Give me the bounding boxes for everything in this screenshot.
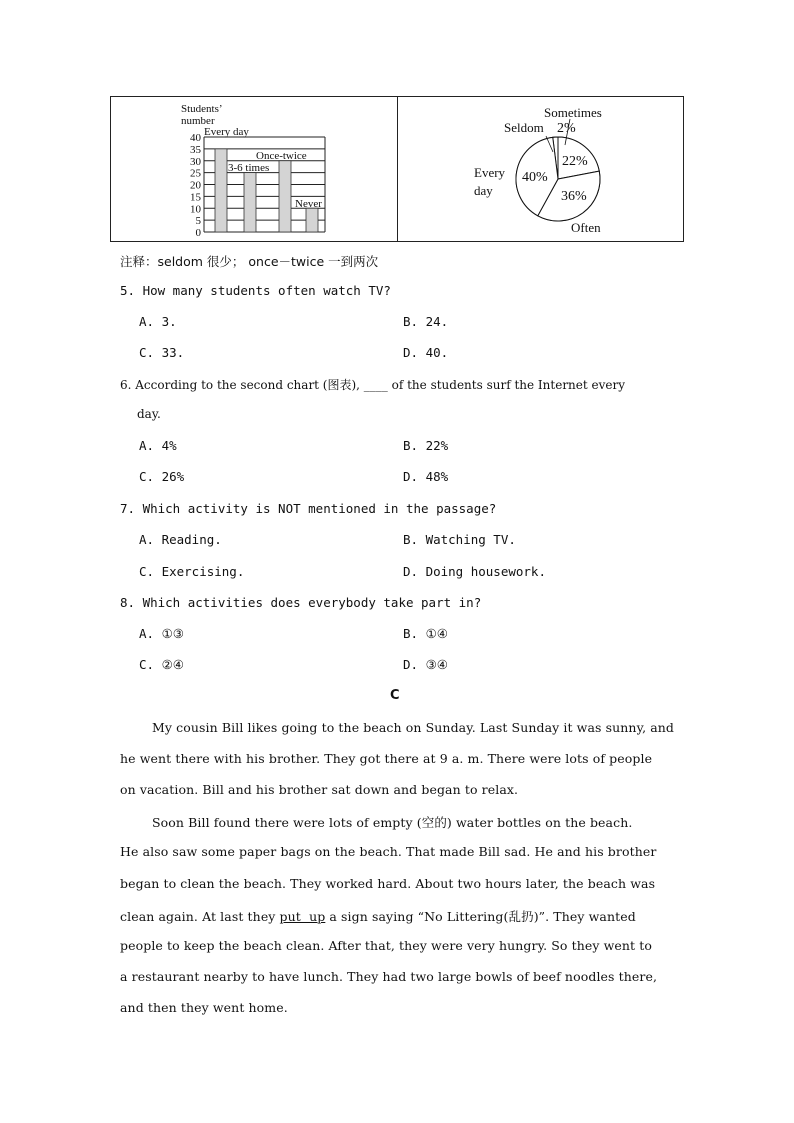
bar-chart-panel bbox=[111, 97, 398, 241]
question-8-option-b[interactable]: B. ①④ bbox=[403, 626, 448, 641]
question-6-option-b[interactable]: B. 22% bbox=[403, 438, 449, 453]
passage-line: My cousin Bill likes going to the beach on Sunday. Last Sunday it was sunny, and bbox=[152, 720, 675, 735]
question-6-stem-line1: 6. According to the second chart (图表), ____ of the students surf the Internet every bbox=[120, 378, 626, 392]
pie-value-label: 36% bbox=[561, 189, 587, 204]
bar-chart-ylabel-line2: number bbox=[181, 115, 215, 127]
pie-value-label: 22% bbox=[562, 154, 588, 169]
question-7-option-b[interactable]: B. Watching TV. bbox=[403, 532, 516, 547]
question-6-option-a[interactable]: A. 4% bbox=[139, 438, 177, 453]
bar-category-label: 3-6 times bbox=[228, 162, 270, 174]
y-tick-label: 40 bbox=[190, 132, 201, 144]
question-7-option-d[interactable]: D. Doing housework. bbox=[403, 564, 546, 579]
question-6-option-c[interactable]: C. 26% bbox=[139, 469, 185, 484]
bar-every-day bbox=[215, 149, 227, 232]
pie-label-sometimes: Sometimes bbox=[544, 105, 602, 120]
y-tick-label: 0 bbox=[195, 227, 201, 239]
question-8-stem: 8. Which activities does everybody take part in? bbox=[120, 595, 482, 610]
passage-line: he went there with his brother. They got there at 9 a. m. There were lots of people bbox=[120, 751, 653, 766]
question-7-stem: 7. Which activity is NOT mentioned in the passage? bbox=[120, 501, 497, 516]
y-tick-label: 30 bbox=[190, 155, 201, 168]
passage-line: began to clean the beach. They worked hard. About two hours later, the beach was bbox=[120, 876, 656, 891]
pie-label-every-day: Every bbox=[474, 165, 506, 180]
chart-note: 注释：seldom 很少； once－twice 一到两次 bbox=[120, 254, 379, 269]
passage-line: and then they went home. bbox=[120, 1000, 288, 1015]
question-6-option-d[interactable]: D. 48% bbox=[403, 469, 449, 484]
question-8-option-a[interactable]: A. ①③ bbox=[139, 626, 184, 641]
question-5-option-d[interactable]: D. 40. bbox=[403, 345, 449, 360]
bar-chart-ylabel-line1: Students’ bbox=[181, 103, 223, 115]
bar-chart bbox=[111, 97, 397, 243]
question-6-stem-line2: day. bbox=[137, 407, 161, 421]
passage-text-segment: a sign saying “No Littering(乱扔)”. They wanted bbox=[325, 909, 636, 924]
bar-category-label: Never bbox=[295, 198, 322, 210]
section-title: C bbox=[390, 688, 400, 703]
bar-3-6-times bbox=[244, 173, 256, 232]
passage-line: He also saw some paper bags on the beach. That made Bill sad. He and his brother bbox=[120, 844, 657, 859]
y-tick-label: 25 bbox=[190, 167, 201, 180]
question-7-option-c[interactable]: C. Exercising. bbox=[139, 564, 245, 579]
question-5-option-b[interactable]: B. 24. bbox=[403, 314, 449, 329]
pie-value-label: 2% bbox=[557, 121, 576, 136]
question-8-option-d[interactable]: D. ③④ bbox=[403, 657, 448, 672]
bar-never bbox=[306, 208, 318, 232]
question-5-option-a[interactable]: A. 3. bbox=[139, 314, 177, 329]
passage-text-segment: clean again. At last they bbox=[120, 909, 280, 924]
pie-label-often: Often bbox=[571, 220, 601, 235]
passage-line-with-underline bbox=[120, 907, 636, 925]
pie-label-every-day: day bbox=[474, 183, 493, 198]
y-tick-label: 5 bbox=[195, 215, 201, 228]
passage-line: Soon Bill found there were lots of empty (空的) water bottles on the beach. bbox=[152, 815, 633, 830]
passage-line: on vacation. Bill and his brother sat down and began to relax. bbox=[120, 782, 519, 797]
pie-chart-panel bbox=[398, 97, 684, 241]
question-7-option-a[interactable]: A. Reading. bbox=[139, 532, 222, 547]
bar-category-label: Once-twice bbox=[256, 150, 307, 162]
bar-category-label: Every day bbox=[204, 126, 249, 138]
question-5-stem: 5. How many students often watch TV? bbox=[120, 283, 391, 298]
underlined-phrase: put up bbox=[279, 909, 326, 924]
question-5-option-c[interactable]: C. 33. bbox=[139, 345, 185, 360]
bar-once-twice bbox=[279, 161, 291, 232]
y-tick-label: 20 bbox=[190, 179, 201, 192]
pie-label-seldom: Seldom bbox=[504, 120, 544, 135]
charts-figure bbox=[110, 96, 684, 242]
pie-value-label: 40% bbox=[522, 170, 548, 185]
passage-line: a restaurant nearby to have lunch. They had two large bowls of beef noodles there, bbox=[120, 969, 658, 984]
y-tick-label: 10 bbox=[190, 203, 201, 216]
y-tick-label: 35 bbox=[190, 143, 201, 156]
pie-chart bbox=[398, 97, 684, 243]
y-tick-label: 15 bbox=[190, 191, 201, 204]
question-8-option-c[interactable]: C. ②④ bbox=[139, 657, 184, 672]
passage-line: people to keep the beach clean. After that, they were very hungry. So they went to bbox=[120, 938, 652, 953]
